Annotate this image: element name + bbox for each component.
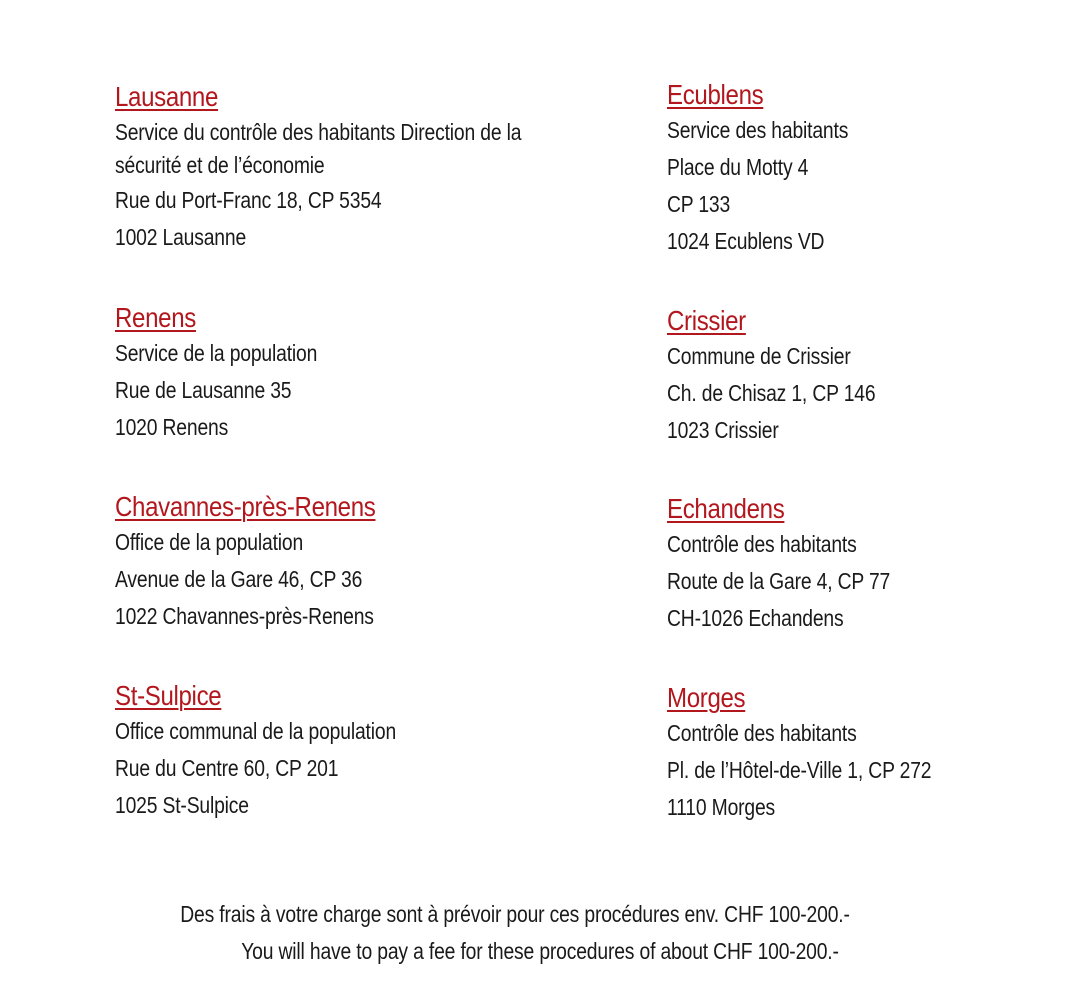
office-line: Commune de Crissier	[667, 343, 851, 369]
fee-notice-en: You will have to pay a fee for these procedures of about CHF 100-200.-	[241, 938, 839, 964]
office-city: Chavannes-près-Renens	[115, 491, 376, 522]
office-line: Rue du Centre 60, CP 201	[115, 755, 339, 781]
office-line: Avenue de la Gare 46, CP 36	[115, 566, 363, 592]
office-line: Place du Motty 4	[667, 154, 809, 180]
office-chavannes	[115, 490, 615, 635]
office-echandens	[667, 492, 1067, 637]
office-line: 1024 Ecublens VD	[667, 228, 825, 254]
office-morges	[667, 681, 1067, 826]
office-line: 1110 Morges	[667, 794, 776, 820]
office-line: 1002 Lausanne	[115, 224, 247, 250]
office-line: Rue de Lausanne 35	[115, 377, 292, 403]
office-line: 1023 Crissier	[667, 417, 779, 443]
office-city: Lausanne	[115, 81, 219, 112]
office-line: CH-1026 Echandens	[667, 605, 844, 631]
office-line: 1025 St-Sulpice	[115, 792, 249, 818]
fee-notice-fr: Des frais à votre charge sont à prévoir pour ces procédures env. CHF 100-200.-	[180, 901, 850, 927]
office-line: 1020 Renens	[115, 414, 229, 440]
office-lausanne	[115, 80, 615, 256]
office-line: sécurité et de l’économie	[115, 152, 325, 178]
office-line: Pl. de l’Hôtel-de-Ville 1, CP 272	[667, 757, 932, 783]
office-ecublens	[667, 78, 1067, 260]
office-city: Echandens	[667, 493, 785, 524]
office-line: CP 133	[667, 191, 731, 217]
office-line: Service des habitants	[667, 117, 849, 143]
office-city: Ecublens	[667, 79, 764, 110]
office-line: Contrôle des habitants	[667, 720, 857, 746]
office-line: Office de la population	[115, 529, 304, 555]
office-crissier	[667, 304, 1067, 449]
office-line: Contrôle des habitants	[667, 531, 857, 557]
office-line: Service du contrôle des habitants Direction de la	[115, 119, 522, 145]
office-line: Service de la population	[115, 340, 318, 366]
office-city: Renens	[115, 302, 196, 333]
office-city: Crissier	[667, 305, 746, 336]
office-line: 1022 Chavannes-près-Renens	[115, 603, 374, 629]
office-renens	[115, 301, 615, 446]
office-city: Morges	[667, 682, 746, 713]
office-line: Route de la Gare 4, CP 77	[667, 568, 891, 594]
office-st-sulpice	[115, 679, 615, 824]
office-line: Ch. de Chisaz 1, CP 146	[667, 380, 876, 406]
office-line: Rue du Port-Franc 18, CP 5354	[115, 187, 382, 213]
fee-notice	[0, 896, 1080, 970]
office-city: St-Sulpice	[115, 680, 222, 711]
office-line: Office communal de la population	[115, 718, 397, 744]
